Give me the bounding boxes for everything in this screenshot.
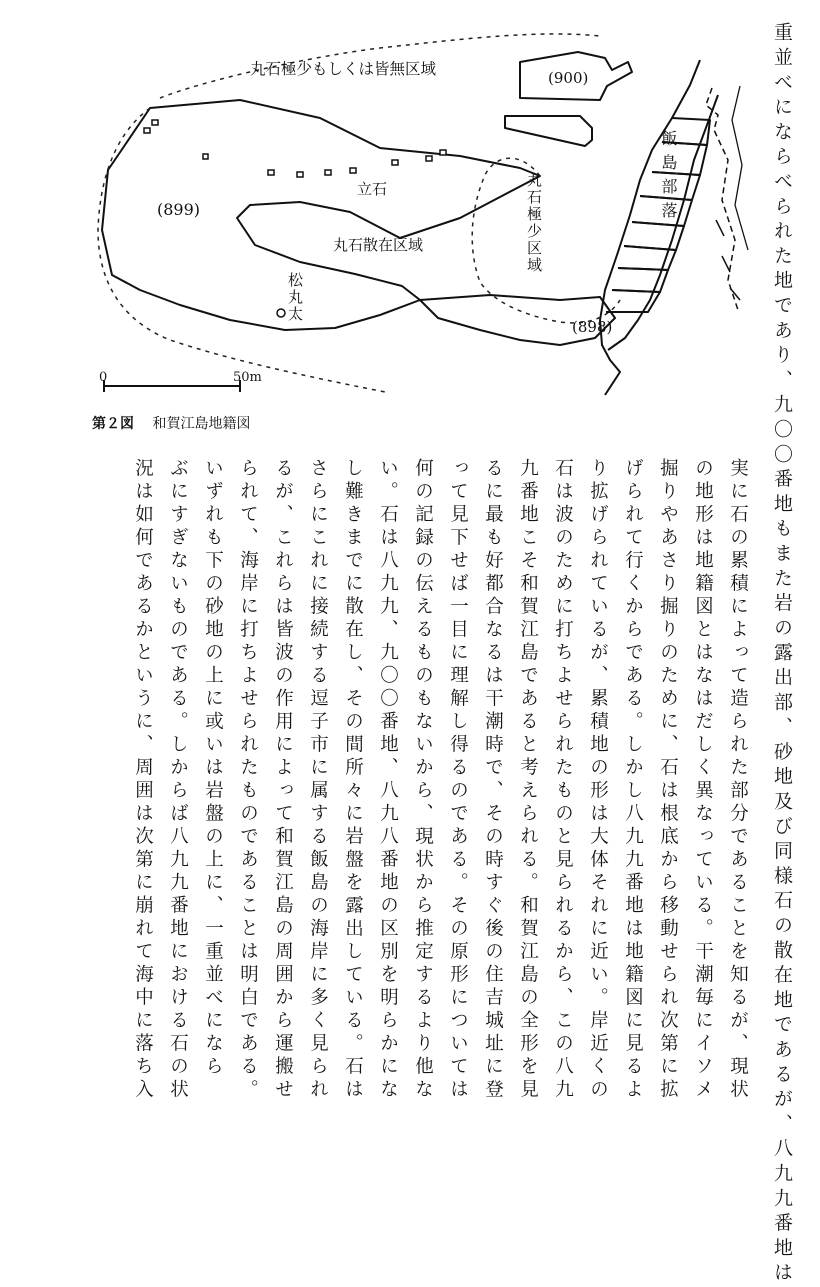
- text-column: るが、これらは皆波の作用によって和賀江島の周囲から運搬せ: [272, 458, 294, 1102]
- text-column: い。石は八九九、九〇〇番地、八九八番地の区別を明らかにな: [377, 458, 399, 1102]
- label-parcel-900: (900): [548, 69, 589, 87]
- figure-caption: [92, 413, 250, 433]
- standing-stone-marker: [392, 160, 398, 165]
- standing-stone-marker: [440, 150, 446, 155]
- standing-stone-marker: [426, 156, 432, 161]
- text-column: るに最も好都合なるは干潮時で、その時すぐ後の住吉城址に登: [482, 458, 504, 1102]
- road-tick: [716, 220, 724, 236]
- standing-stone-marker: [297, 172, 303, 177]
- standing-stone-marker: [203, 154, 208, 159]
- label-parcel-898: (898): [572, 318, 613, 336]
- text-column: り拡げられているが、累積地の形は大体それに近い。岸近くの: [587, 458, 609, 1102]
- label-very-few-region: 丸石極少区域: [525, 172, 543, 274]
- text-column: 重並べにならべられた地であり、九〇〇番地もまた岩の露出部、砂地及び同様石の散在地であるが、八九九番地は: [771, 22, 793, 1287]
- standing-stone-marker: [144, 128, 150, 133]
- road-tick: [722, 256, 730, 272]
- standing-stone-marker: [268, 170, 274, 175]
- text-column: って見下せば一目に理解し得るのである。その原形については: [447, 458, 469, 1102]
- scale-zero-label: 0: [99, 370, 108, 385]
- text-column: の地形は地籍図とはなはだしく異なっている。干潮毎にイソメ: [692, 458, 714, 1102]
- standing-stone-marker: [350, 168, 356, 173]
- label-standing-stone: 立石: [357, 180, 388, 198]
- text-column: 石は波のために打ちよせられたものと見られるから、この八九: [552, 458, 574, 1102]
- pine-log-marker: [277, 309, 285, 317]
- text-column: さらにこれに接続する逗子市に属する飯島の海岸に多く見られ: [307, 458, 329, 1102]
- text-column: し難きまでに散在し、その間所々に岩盤を露出している。石は: [342, 458, 364, 1102]
- parcel-900-lower: [505, 116, 592, 146]
- text-column: 況は如何であるかというに、周囲は次第に崩れて海中に落ち入: [132, 458, 154, 1102]
- label-village: 飯島部落: [659, 130, 678, 226]
- text-column: ぶにすぎないものである。しからば八九九番地における石の状: [167, 458, 189, 1102]
- figure-caption-title: 和賀江島地籍図: [152, 416, 251, 432]
- label-parcel-899: (899): [157, 200, 201, 219]
- text-column: 何の記録の伝えるものもないから、現状から推定するより他な: [412, 458, 434, 1102]
- standing-stone-marker: [325, 170, 331, 175]
- label-pine-log: 松丸太: [286, 272, 304, 323]
- text-column: 九番地こそ和賀江島であると考えられる。和賀江島の全形を見: [517, 458, 539, 1102]
- text-column: げられて行くからである。しかし八九九番地は地籍図に見るよ: [622, 458, 644, 1102]
- text-column: 掘りやあさり掘りのために、石は根底から移動せられ次第に拡: [657, 458, 679, 1102]
- village-block-7: [612, 268, 668, 292]
- label-no-stone-region: 丸石極少もしくは皆無区域: [250, 60, 437, 78]
- village-block-6: [618, 246, 676, 270]
- figure-caption-number: 第２図: [92, 416, 134, 432]
- coast-road-inner: [732, 86, 748, 250]
- label-scattered-region: 丸石散在区域: [333, 236, 424, 254]
- scale-end-label: 50m: [233, 370, 262, 385]
- text-column: 実に石の累積によって造られた部分であることを知るが、現状: [727, 458, 749, 1102]
- road-tick: [730, 288, 740, 300]
- standing-stone-marker: [152, 120, 158, 125]
- text-column: られて、海岸に打ちよせられたものであることは明白である。: [237, 458, 259, 1102]
- text-column: いずれも下の砂地の上に或いは岩盤の上に、一重並べになら: [202, 458, 224, 1079]
